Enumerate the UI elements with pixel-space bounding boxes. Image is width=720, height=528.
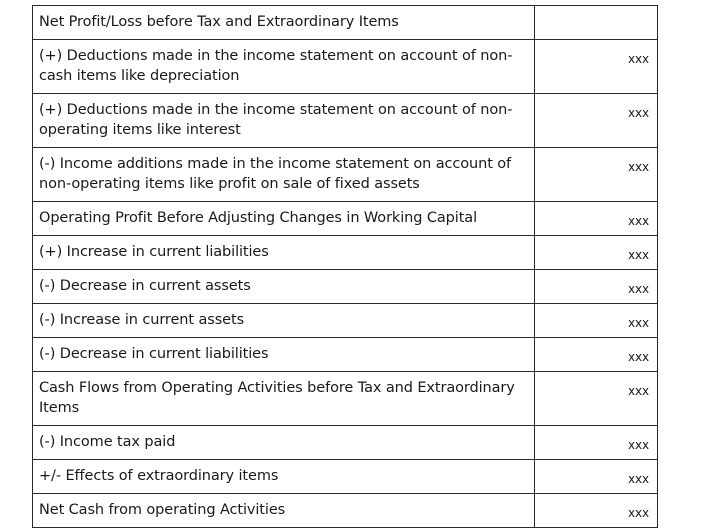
table-row xyxy=(33,236,658,270)
table-row xyxy=(33,40,658,94)
row-item: (+) Deductions made in the income statement on account of non-cash items like depreciation xyxy=(33,40,535,94)
row-item: (+) Deductions made in the income statement on account of non-operating items like interest xyxy=(33,94,535,148)
cash-flow-table xyxy=(32,5,658,528)
table-row xyxy=(33,6,658,40)
row-amount: xxx xyxy=(535,40,658,94)
row-amount: xxx xyxy=(535,460,658,494)
table-row xyxy=(33,372,658,426)
row-amount: xxx xyxy=(535,148,658,202)
row-item: Net Profit/Loss before Tax and Extraordinary Items xyxy=(33,6,535,40)
row-item: Net Cash from operating Activities xyxy=(33,494,535,528)
row-amount: xxx xyxy=(535,236,658,270)
row-amount: xxx xyxy=(535,426,658,460)
row-item: (-) Decrease in current assets xyxy=(33,270,535,304)
row-amount: xxx xyxy=(535,94,658,148)
row-amount xyxy=(535,6,658,40)
row-amount: xxx xyxy=(535,270,658,304)
table-row xyxy=(33,148,658,202)
table-row xyxy=(33,202,658,236)
row-item: (-) Increase in current assets xyxy=(33,304,535,338)
table-row xyxy=(33,494,658,528)
table-row xyxy=(33,304,658,338)
row-item: (-) Decrease in current liabilities xyxy=(33,338,535,372)
row-amount: xxx xyxy=(535,304,658,338)
table-row xyxy=(33,338,658,372)
row-item: Operating Profit Before Adjusting Changes in Working Capital xyxy=(33,202,535,236)
row-amount: xxx xyxy=(535,202,658,236)
row-item: (+) Increase in current liabilities xyxy=(33,236,535,270)
table-row xyxy=(33,270,658,304)
row-item: (-) Income additions made in the income statement on account of non-operating items like profit on sale of fixed assets xyxy=(33,148,535,202)
row-item: Cash Flows from Operating Activities before Tax and Extraordinary Items xyxy=(33,372,535,426)
table-row xyxy=(33,460,658,494)
row-amount: xxx xyxy=(535,372,658,426)
row-amount: xxx xyxy=(535,338,658,372)
table-row xyxy=(33,94,658,148)
table-row xyxy=(33,426,658,460)
row-item: +/- Effects of extraordinary items xyxy=(33,460,535,494)
row-item: (-) Income tax paid xyxy=(33,426,535,460)
row-amount: xxx xyxy=(535,494,658,528)
